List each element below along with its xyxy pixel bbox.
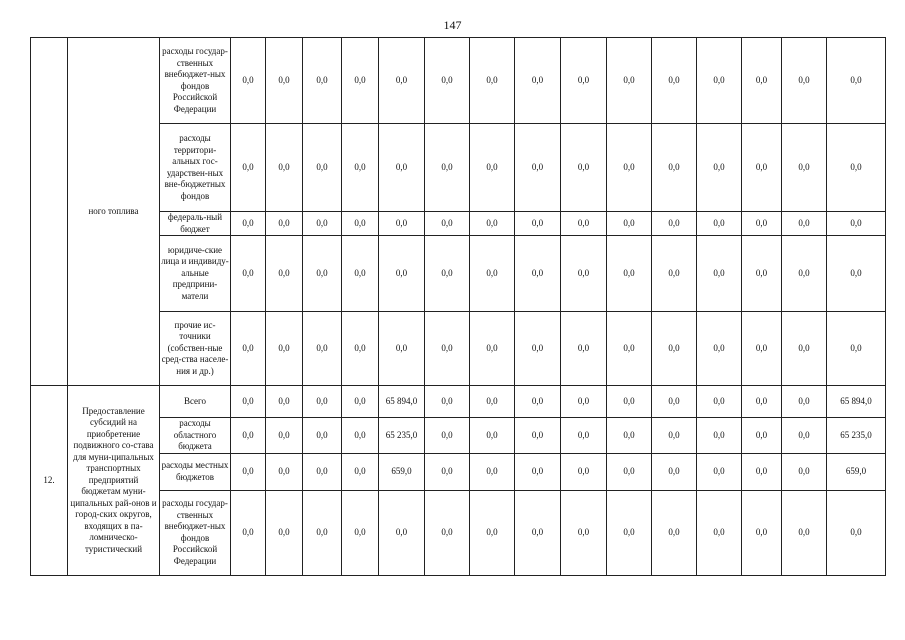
table-row	[31, 490, 886, 575]
value-cell: 0,0	[561, 236, 607, 312]
value-cell: 65 894,0	[827, 386, 886, 418]
value-cell: 0,0	[231, 124, 266, 212]
value-cell: 0,0	[266, 386, 303, 418]
budget-table	[30, 37, 886, 576]
value-cell: 0,0	[607, 312, 652, 386]
value-cell: 0,0	[742, 236, 782, 312]
value-cell: 0,0	[515, 236, 561, 312]
value-cell: 0,0	[742, 386, 782, 418]
value-cell: 0,0	[425, 490, 470, 575]
value-cell: 0,0	[266, 236, 303, 312]
value-cell: 0,0	[827, 212, 886, 236]
value-cell: 0,0	[470, 38, 515, 124]
funding-source-cell: расходы областного бюджета	[160, 418, 231, 454]
value-cell: 0,0	[425, 418, 470, 454]
value-cell: 0,0	[342, 212, 379, 236]
page-number: 147	[443, 18, 462, 32]
value-cell: 0,0	[652, 38, 697, 124]
value-cell: 0,0	[607, 453, 652, 490]
value-cell: 0,0	[742, 418, 782, 454]
value-cell: 0,0	[425, 38, 470, 124]
value-cell: 0,0	[561, 124, 607, 212]
value-cell: 0,0	[827, 236, 886, 312]
value-cell: 0,0	[782, 490, 827, 575]
value-cell: 0,0	[470, 236, 515, 312]
item-name-cell: Предоставление субсидий на приобретение подвижного со-става для муни-ципальных транспортных предприятий бюджетам муни-ципальных рай-онов и город-ских округов, входящих в па-ломническо-туристический	[68, 386, 160, 576]
value-cell: 0,0	[697, 312, 742, 386]
value-cell: 0,0	[425, 453, 470, 490]
value-cell: 0,0	[607, 236, 652, 312]
value-cell: 0,0	[231, 490, 266, 575]
value-cell: 0,0	[607, 490, 652, 575]
value-cell: 0,0	[470, 418, 515, 454]
value-cell: 0,0	[470, 124, 515, 212]
value-cell: 0,0	[303, 312, 342, 386]
value-cell: 0,0	[515, 124, 561, 212]
funding-source-cell: расходы местных бюджетов	[160, 453, 231, 490]
value-cell: 0,0	[379, 312, 425, 386]
funding-source-cell: расходы территори-альных гос-ударствен-ных вне-бюджетных фондов	[160, 124, 231, 212]
value-cell: 0,0	[303, 236, 342, 312]
funding-source-cell: Всего	[160, 386, 231, 418]
value-cell: 0,0	[425, 124, 470, 212]
value-cell: 0,0	[652, 236, 697, 312]
value-cell: 0,0	[231, 386, 266, 418]
item-number-cell: 12.	[31, 386, 68, 576]
value-cell: 0,0	[231, 236, 266, 312]
value-cell: 0,0	[782, 386, 827, 418]
value-cell: 0,0	[697, 212, 742, 236]
value-cell: 0,0	[827, 124, 886, 212]
value-cell: 0,0	[425, 236, 470, 312]
value-cell: 0,0	[379, 236, 425, 312]
value-cell: 0,0	[379, 490, 425, 575]
value-cell: 0,0	[266, 38, 303, 124]
value-cell: 0,0	[231, 418, 266, 454]
value-cell: 0,0	[782, 38, 827, 124]
value-cell: 659,0	[827, 453, 886, 490]
table-row	[31, 236, 886, 312]
value-cell: 0,0	[652, 312, 697, 386]
value-cell: 0,0	[742, 124, 782, 212]
value-cell: 0,0	[561, 212, 607, 236]
value-cell: 0,0	[561, 312, 607, 386]
value-cell: 0,0	[782, 212, 827, 236]
value-cell: 0,0	[652, 418, 697, 454]
value-cell: 0,0	[697, 124, 742, 212]
value-cell: 0,0	[303, 418, 342, 454]
funding-source-cell: прочие ис-точники (собствен-ные сред-ства населе-ния и др.)	[160, 312, 231, 386]
value-cell: 0,0	[425, 212, 470, 236]
value-cell: 0,0	[470, 453, 515, 490]
value-cell: 0,0	[342, 38, 379, 124]
value-cell: 0,0	[697, 236, 742, 312]
value-cell: 0,0	[697, 453, 742, 490]
table-row	[31, 386, 886, 418]
table-row	[31, 312, 886, 386]
value-cell: 0,0	[303, 212, 342, 236]
value-cell: 659,0	[379, 453, 425, 490]
value-cell: 0,0	[607, 212, 652, 236]
value-cell: 0,0	[266, 124, 303, 212]
value-cell: 0,0	[652, 490, 697, 575]
value-cell: 0,0	[342, 124, 379, 212]
value-cell: 0,0	[379, 124, 425, 212]
value-cell: 0,0	[561, 453, 607, 490]
table-row	[31, 418, 886, 454]
value-cell: 0,0	[782, 453, 827, 490]
value-cell: 0,0	[303, 124, 342, 212]
value-cell: 0,0	[266, 212, 303, 236]
value-cell: 0,0	[515, 418, 561, 454]
value-cell: 0,0	[425, 312, 470, 386]
table-row	[31, 453, 886, 490]
value-cell: 0,0	[515, 490, 561, 575]
value-cell: 0,0	[652, 386, 697, 418]
value-cell: 0,0	[303, 490, 342, 575]
value-cell: 0,0	[607, 38, 652, 124]
value-cell: 0,0	[827, 490, 886, 575]
value-cell: 0,0	[697, 386, 742, 418]
value-cell: 0,0	[515, 453, 561, 490]
value-cell: 0,0	[515, 386, 561, 418]
value-cell: 0,0	[266, 490, 303, 575]
value-cell: 0,0	[342, 312, 379, 386]
value-cell: 0,0	[782, 124, 827, 212]
item-number-cell	[31, 38, 68, 386]
value-cell: 0,0	[652, 212, 697, 236]
value-cell: 0,0	[782, 418, 827, 454]
value-cell: 0,0	[342, 418, 379, 454]
value-cell: 0,0	[742, 38, 782, 124]
value-cell: 0,0	[742, 312, 782, 386]
value-cell: 0,0	[379, 212, 425, 236]
value-cell: 0,0	[742, 490, 782, 575]
table-row	[31, 38, 886, 124]
value-cell: 0,0	[515, 38, 561, 124]
value-cell: 0,0	[652, 453, 697, 490]
value-cell: 65 235,0	[379, 418, 425, 454]
value-cell: 0,0	[561, 386, 607, 418]
value-cell: 0,0	[607, 418, 652, 454]
value-cell: 0,0	[652, 124, 697, 212]
value-cell: 0,0	[470, 212, 515, 236]
value-cell: 0,0	[782, 236, 827, 312]
value-cell: 0,0	[470, 312, 515, 386]
value-cell: 0,0	[231, 312, 266, 386]
value-cell: 0,0	[425, 386, 470, 418]
value-cell: 0,0	[266, 312, 303, 386]
value-cell: 0,0	[697, 38, 742, 124]
table-row	[31, 124, 886, 212]
value-cell: 0,0	[561, 418, 607, 454]
value-cell: 0,0	[266, 418, 303, 454]
value-cell: 0,0	[266, 453, 303, 490]
value-cell: 0,0	[827, 38, 886, 124]
value-cell: 0,0	[561, 490, 607, 575]
value-cell: 0,0	[782, 312, 827, 386]
value-cell: 0,0	[303, 38, 342, 124]
value-cell: 0,0	[303, 453, 342, 490]
value-cell: 0,0	[697, 418, 742, 454]
value-cell: 0,0	[231, 453, 266, 490]
value-cell: 0,0	[342, 236, 379, 312]
value-cell: 0,0	[231, 38, 266, 124]
value-cell: 0,0	[342, 453, 379, 490]
value-cell: 0,0	[607, 386, 652, 418]
value-cell: 0,0	[470, 386, 515, 418]
item-name-cell: ного топлива	[68, 38, 160, 386]
value-cell: 0,0	[697, 490, 742, 575]
value-cell: 0,0	[342, 490, 379, 575]
value-cell: 0,0	[742, 453, 782, 490]
funding-source-cell: расходы государ-ственных внебюджет-ных фондов Российской Федерации	[160, 490, 231, 575]
value-cell: 0,0	[303, 386, 342, 418]
funding-source-cell: юридиче-ские лица и индивиду-альные предприни-матели	[160, 236, 231, 312]
value-cell: 0,0	[515, 312, 561, 386]
value-cell: 0,0	[379, 38, 425, 124]
value-cell: 0,0	[561, 38, 607, 124]
value-cell: 0,0	[342, 386, 379, 418]
value-cell: 0,0	[515, 212, 561, 236]
value-cell: 0,0	[231, 212, 266, 236]
value-cell: 0,0	[607, 124, 652, 212]
value-cell: 0,0	[470, 490, 515, 575]
value-cell: 65 235,0	[827, 418, 886, 454]
funding-source-cell: федераль-ный бюджет	[160, 212, 231, 236]
value-cell: 0,0	[827, 312, 886, 386]
value-cell: 0,0	[742, 212, 782, 236]
funding-source-cell: расходы государ-ственных внебюджет-ных фондов Российской Федерации	[160, 38, 231, 124]
value-cell: 65 894,0	[379, 386, 425, 418]
table-row	[31, 212, 886, 236]
